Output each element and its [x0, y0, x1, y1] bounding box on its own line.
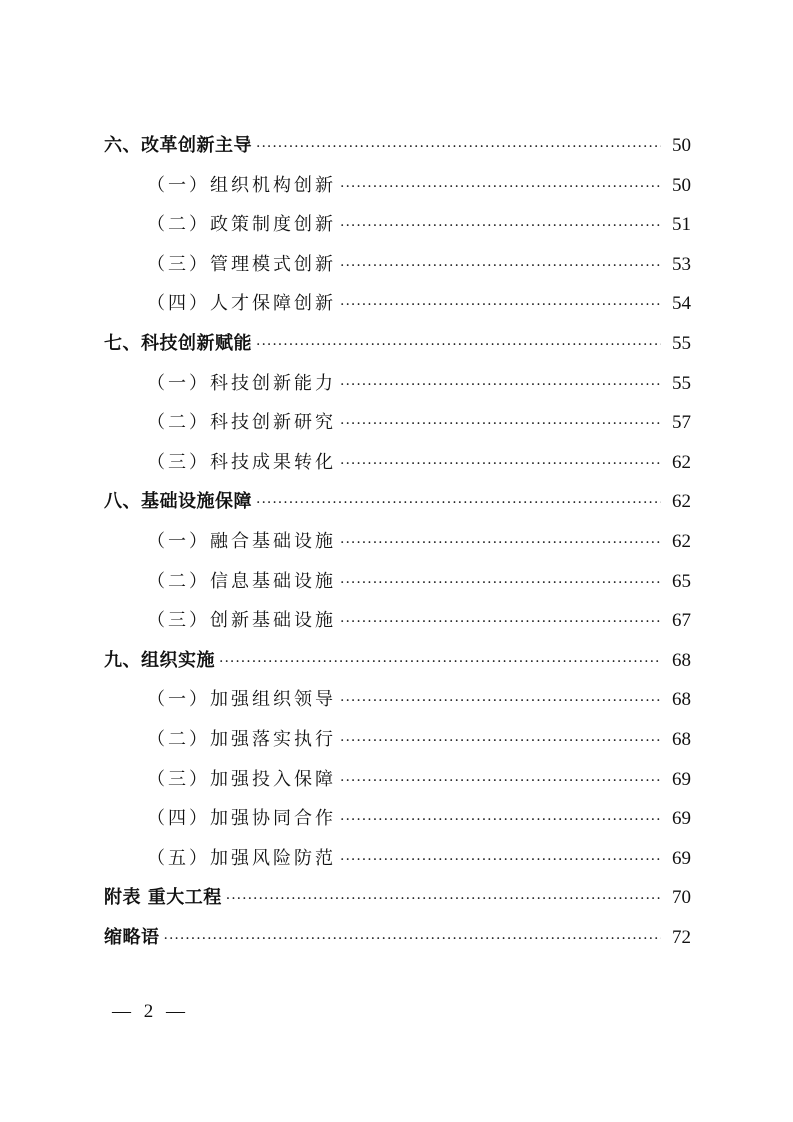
toc-entry-page: 67	[672, 610, 691, 632]
toc-dot-leader	[340, 445, 661, 485]
toc-entry-title: （四）加强协同合作	[147, 808, 336, 830]
toc-entry[interactable]	[104, 601, 691, 641]
toc-entry-page: 62	[672, 451, 691, 473]
toc-entry-title: 七、科技创新赋能	[104, 332, 252, 354]
toc-entry[interactable]	[104, 680, 691, 720]
toc-entry-title: （三）科技成果转化	[147, 451, 336, 473]
toc-dot-leader	[340, 366, 661, 406]
toc-dot-leader	[340, 603, 661, 643]
toc-entry-title: （四）人才保障创新	[147, 293, 336, 315]
toc-entry-title: 九、组织实施	[104, 649, 215, 671]
toc-dot-leader	[340, 405, 661, 445]
toc-entry[interactable]	[104, 126, 691, 166]
toc-entry-page: 54	[672, 293, 691, 315]
toc-entry[interactable]	[104, 284, 691, 324]
toc-entry-title: （二）加强落实执行	[147, 728, 336, 750]
toc-entry[interactable]	[104, 720, 691, 760]
toc-entry-page: 62	[672, 530, 691, 552]
toc-entry-page: 62	[672, 491, 691, 513]
toc-dot-leader	[256, 326, 661, 366]
toc-dot-leader	[164, 920, 662, 960]
toc-entry[interactable]	[104, 364, 691, 404]
toc-dot-leader	[340, 722, 661, 762]
toc-dot-leader	[256, 484, 661, 524]
toc-entry-page: 69	[672, 808, 691, 830]
toc-dot-leader	[340, 524, 661, 564]
page-number: — 2 —	[112, 1001, 189, 1022]
toc-entry-title: （五）加强风险防范	[147, 847, 336, 869]
toc-entry[interactable]	[104, 245, 691, 285]
toc-entry[interactable]	[104, 641, 691, 681]
toc-entry-page: 72	[672, 926, 691, 948]
toc-entry[interactable]	[104, 403, 691, 443]
toc-dot-leader	[340, 286, 661, 326]
toc-entry-title: （一）加强组织领导	[147, 689, 336, 711]
toc-dot-leader	[340, 762, 661, 802]
toc-entry-page: 70	[672, 887, 691, 909]
toc-dot-leader	[226, 880, 661, 920]
toc-entry-page: 68	[672, 728, 691, 750]
toc-entry-title: （一）科技创新能力	[147, 372, 336, 394]
toc-dot-leader	[340, 564, 661, 604]
toc-entry-page: 68	[672, 649, 691, 671]
toc-entry-page: 69	[672, 847, 691, 869]
table-of-contents	[104, 126, 691, 957]
toc-dot-leader	[340, 168, 661, 208]
toc-entry-page: 68	[672, 689, 691, 711]
toc-dot-leader	[340, 841, 661, 881]
toc-entry-title: （三）管理模式创新	[147, 253, 336, 275]
toc-entry-title: （三）加强投入保障	[147, 768, 336, 790]
toc-entry-title: 附表 重大工程	[104, 887, 222, 909]
toc-entry-title: （一）融合基础设施	[147, 530, 336, 552]
toc-entry-title: （三）创新基础设施	[147, 610, 336, 632]
toc-entry-title: 缩略语	[104, 926, 160, 948]
toc-entry[interactable]	[104, 799, 691, 839]
toc-entry[interactable]	[104, 482, 691, 522]
toc-dot-leader	[340, 247, 661, 287]
toc-entry-page: 53	[672, 253, 691, 275]
toc-entry[interactable]	[104, 760, 691, 800]
toc-entry[interactable]	[104, 918, 691, 958]
toc-dot-leader	[219, 643, 661, 683]
toc-dot-leader	[340, 682, 661, 722]
toc-entry-page: 65	[672, 570, 691, 592]
toc-entry-title: （二）政策制度创新	[147, 214, 336, 236]
toc-entry[interactable]	[104, 443, 691, 483]
toc-entry[interactable]	[104, 878, 691, 918]
toc-entry-page: 51	[672, 214, 691, 236]
toc-entry[interactable]	[104, 205, 691, 245]
toc-entry-title: 八、基础设施保障	[104, 491, 252, 513]
toc-entry-page: 50	[672, 174, 691, 196]
toc-entry[interactable]	[104, 522, 691, 562]
toc-entry-page: 69	[672, 768, 691, 790]
toc-entry-title: （二）信息基础设施	[147, 570, 336, 592]
toc-entry-page: 57	[672, 412, 691, 434]
toc-entry-title: 六、改革创新主导	[104, 135, 252, 156]
toc-entry-page: 55	[672, 332, 691, 354]
toc-entry-title: （二）科技创新研究	[147, 412, 336, 434]
toc-entry-page: 50	[672, 135, 691, 156]
toc-entry[interactable]	[104, 562, 691, 602]
toc-dot-leader	[340, 207, 661, 247]
toc-entry[interactable]	[104, 166, 691, 206]
toc-entry[interactable]	[104, 839, 691, 879]
toc-entry[interactable]	[104, 324, 691, 364]
toc-dot-leader	[256, 128, 661, 168]
toc-dot-leader	[340, 801, 661, 841]
toc-entry-page: 55	[672, 372, 691, 394]
toc-entry-title: （一）组织机构创新	[147, 174, 336, 196]
